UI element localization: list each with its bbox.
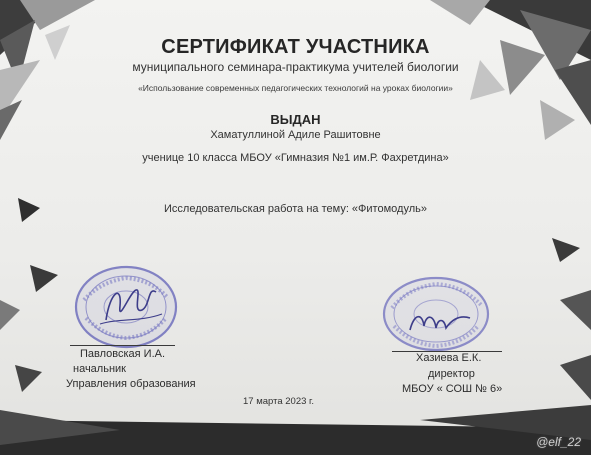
right-signatory-organization: МБОУ « СОШ № 6» bbox=[402, 383, 503, 395]
seminar-theme: «Использование современных педагогических технологий на уроках биологии» bbox=[138, 83, 453, 93]
deco-shape bbox=[552, 238, 580, 262]
watermark-text: @elf_22 bbox=[536, 435, 581, 449]
certificate-title: СЕРТИФИКАТ УЧАСТНИКА bbox=[161, 36, 430, 58]
deco-shape bbox=[30, 265, 58, 292]
recipient-name: Хаматуллиной Адиле Рашитовне bbox=[210, 129, 381, 141]
deco-shape bbox=[560, 355, 591, 400]
deco-shape bbox=[15, 365, 42, 392]
certificate-subtitle: муниципального семинара-практикума учителей биологии bbox=[132, 60, 459, 74]
left-official-stamp bbox=[70, 262, 182, 352]
right-signatory-position: директор bbox=[428, 368, 475, 380]
left-signature-line bbox=[70, 345, 175, 346]
left-signatory-department: Управления образования bbox=[66, 378, 196, 390]
research-topic: Исследовательская работа на тему: «Фитомодуль» bbox=[164, 203, 427, 215]
left-signatory-position: начальник bbox=[73, 363, 126, 375]
right-official-stamp bbox=[378, 274, 496, 356]
student-info: ученице 10 класса МБОУ «Гимназия №1 им.Р. Фахретдина» bbox=[142, 152, 449, 164]
issued-label: ВЫДАН bbox=[270, 112, 321, 127]
certificate-date: 17 марта 2023 г. bbox=[243, 396, 314, 407]
right-signatory-name: Хазиева Е.К. bbox=[416, 352, 482, 364]
deco-shape bbox=[560, 290, 591, 330]
deco-shape bbox=[0, 300, 20, 330]
left-signatory-name: Павловская И.А. bbox=[80, 348, 166, 360]
deco-shape bbox=[430, 0, 490, 25]
